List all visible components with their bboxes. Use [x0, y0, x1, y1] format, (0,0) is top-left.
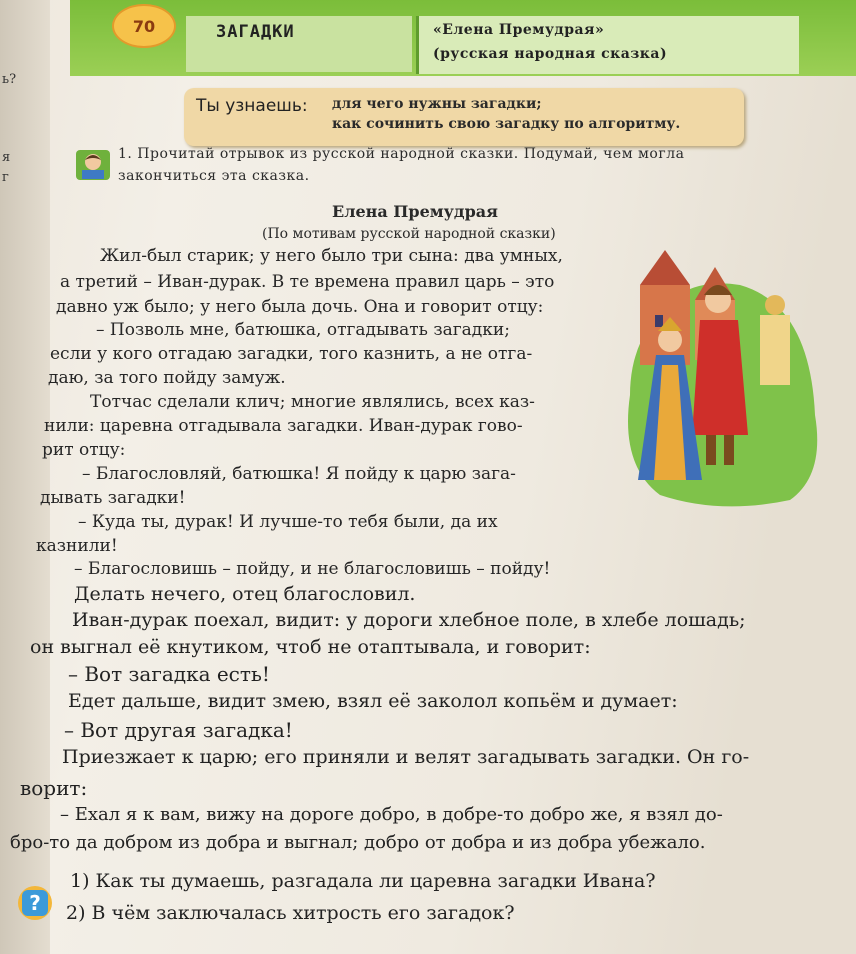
- story-title-box: [416, 16, 799, 74]
- story-line: Делать нечего, отец благословил.: [74, 583, 416, 605]
- story-line: нили: царевна отгадывала загадки. Иван-дурак гово-: [44, 416, 523, 436]
- learning-goal-1: для чего нужны загадки;: [332, 96, 542, 112]
- learning-goal-2: как сочинить свою загадку по алгоритму.: [332, 116, 681, 132]
- story-line: Тотчас сделали клич; многие являлись, всех каз-: [90, 392, 535, 412]
- story-source: (По мотивам русской народной сказки): [262, 226, 556, 242]
- story-line: Жил-был старик; у него было три сына: два умных,: [100, 246, 563, 266]
- fairy-tale-illustration: [620, 245, 820, 510]
- learning-goals-box: [184, 88, 744, 146]
- story-line: рит отцу:: [42, 440, 126, 460]
- previous-page-edge: [0, 0, 50, 954]
- story-line: – Ехал я к вам, вижу на дороге добро, в добре-то добро же, я взял до-: [60, 804, 723, 825]
- story-line: даю, за того пойду замуж.: [48, 368, 286, 388]
- story-title: «Елена Премудрая»: [433, 22, 605, 38]
- story-line: – Вот другая загадка!: [64, 718, 293, 742]
- story-line: Приезжает к царю; его приняли и велят загадывать загадки. Он го-: [62, 746, 750, 768]
- story-line: – Вот загадка есть!: [68, 662, 270, 686]
- story-line: казнили!: [36, 536, 118, 556]
- page-number: 70: [132, 16, 156, 36]
- previous-page-fragment: ь?: [2, 72, 17, 87]
- story-heading: Елена Премудрая: [332, 202, 498, 221]
- story-line: дывать загадки!: [40, 488, 186, 508]
- learning-goals-label: Ты узнаешь:: [196, 96, 308, 116]
- story-line: если у кого отгадаю загадки, того казнить, а не отга-: [50, 344, 533, 364]
- previous-page-fragment: г: [2, 170, 9, 185]
- section-title: ЗАГАДКИ: [216, 22, 295, 42]
- story-line: бро-то да добром из добра и выгнал; добро от добра и из добра убежало.: [10, 832, 706, 853]
- story-line: Иван-дурак поехал, видит: у дороги хлебное поле, в хлебе лошадь;: [72, 609, 746, 631]
- story-line: – Куда ты, дурак! И лучше-то тебя были, да их: [78, 512, 498, 532]
- task-text-line-1: 1. Прочитай отрывок из русской народной сказки. Подумай, чем могла: [118, 146, 685, 162]
- story-line: он выгнал её кнутиком, чтоб не отаптывала, и говорит:: [30, 636, 591, 658]
- story-line: давно уж было; у него была дочь. Она и говорит отцу:: [56, 297, 544, 317]
- story-line: – Благословишь – пойду, и не благословишь – пойду!: [74, 559, 551, 579]
- story-line: а третий – Иван-дурак. В те времена правил царь – это: [60, 272, 555, 292]
- story-line: – Благословляй, батюшка! Я пойду к царю зага-: [82, 464, 516, 484]
- story-line: ворит:: [20, 776, 88, 800]
- question-mark-icon: ?: [18, 886, 52, 920]
- story-subtitle: (русская народная сказка): [433, 46, 668, 62]
- question-2: 2) В чём заключалась хитрость его загадок?: [66, 902, 515, 924]
- previous-page-fragment: я: [2, 150, 11, 165]
- task-text-line-2: закончиться эта сказка.: [118, 168, 310, 184]
- child-reading-icon: [76, 150, 110, 180]
- story-line: – Позволь мне, батюшка, отгадывать загадки;: [96, 320, 510, 340]
- story-line: Едет дальше, видит змею, взял её заколол копьём и думает:: [68, 690, 678, 712]
- question-1: 1) Как ты думаешь, разгадала ли царевна загадки Ивана?: [70, 870, 656, 892]
- page-number-badge: [112, 4, 176, 48]
